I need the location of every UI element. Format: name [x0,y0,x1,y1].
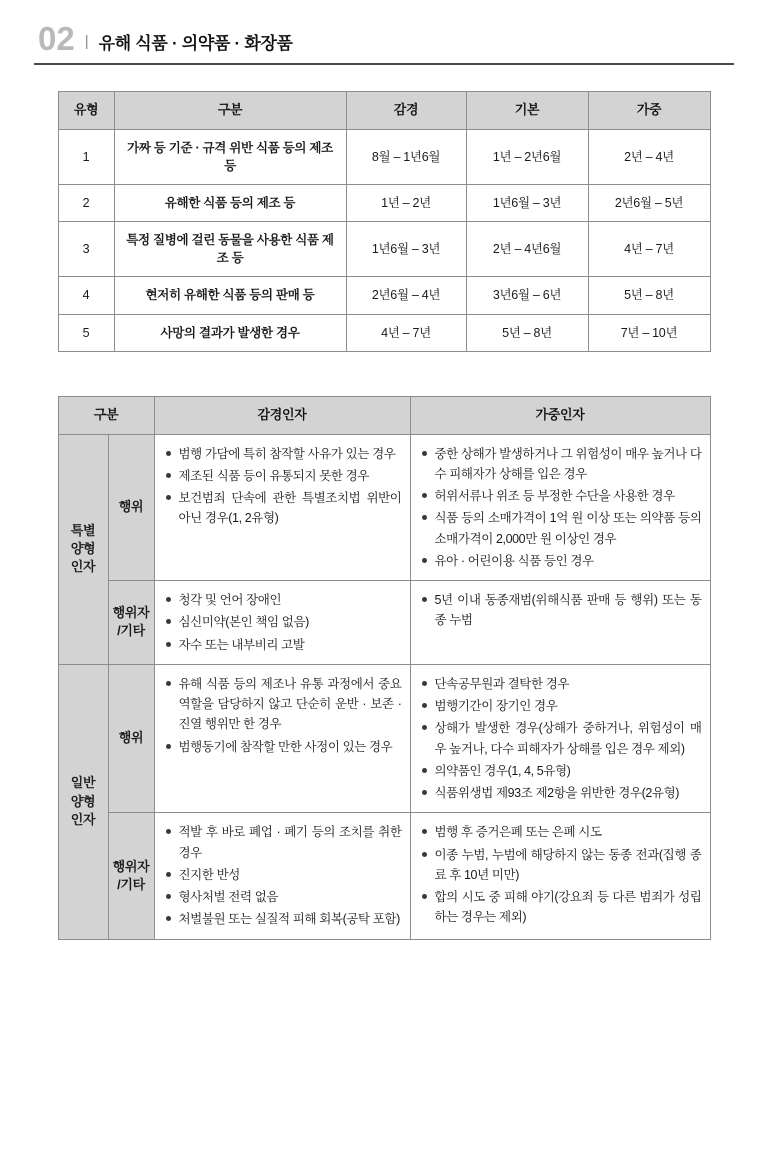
col-header-aggravating: 가중인자 [410,396,710,434]
cell-gamgyeong: 8월 – 1년6월 [346,129,466,184]
subgroup-label-line: 행위자 [112,858,150,874]
col-header-gubun: 구분 [58,396,154,434]
list-item: 허위서류나 위조 등 부정한 수단을 사용한 경우 [421,486,702,506]
cell-type: 3 [58,222,114,277]
list-item: 중한 상해가 발생하거나 그 위험성이 매우 높거나 다수 피해자가 상해를 입은 경우 [421,444,702,485]
table-row [58,813,710,939]
cell-gibon: 5년 – 8년 [466,314,588,351]
table-row [58,434,710,581]
list-item: 5년 이내 동종재범(위해식품 판매 등 행위) 또는 동종 누범 [421,590,702,631]
page-title: 유해 식품 · 의약품 · 화장품 [98,34,293,53]
cell-gajung: 4년 – 7년 [588,222,710,277]
subgroup-label-line: 행위자 [112,605,150,621]
cell-aggravating-factors [410,581,710,665]
list-item: 제조된 식품 등이 유통되지 못한 경우 [165,466,402,486]
list-item: 의약품인 경우(1, 4, 5유형) [421,761,702,781]
cell-gubun: 가짜 등 기준 · 규격 위반 식품 등의 제조 등 [114,129,346,184]
group-label-line: 특별 [70,522,96,538]
cell-gamgyeong: 2년6월 – 4년 [346,277,466,314]
col-header-gibon: 기본 [466,92,588,130]
group-label-line: 양형 [70,541,96,557]
list-item: 진지한 반성 [165,865,402,885]
factor-list [165,822,402,929]
cell-mitigating-factors [154,581,410,665]
table-row [58,129,710,184]
section-number: 02 [38,20,75,57]
sentencing-range-table [58,91,711,352]
page-header [34,22,734,65]
factor-list [165,674,402,757]
group-label-line: 인자 [70,559,96,575]
cell-aggravating-factors [410,664,710,813]
list-item: 적발 후 바로 폐업 · 폐기 등의 조치를 취한 경우 [165,822,402,863]
sentencing-factors-table [58,396,711,940]
col-header-gubun: 구분 [114,92,346,130]
cell-type: 1 [58,129,114,184]
list-item: 유해 식품 등의 제조나 유통 과정에서 중요 역할을 담당하지 않고 단순히 운반 · 보존 · 진열 행위만 한 경우 [165,674,402,735]
subgroup-label-act [108,664,154,813]
list-item: 청각 및 언어 장애인 [165,590,402,610]
table-row [58,581,710,665]
table-row [58,664,710,813]
list-item: 심신미약(본인 책임 없음) [165,612,402,632]
cell-gamgyeong: 4년 – 7년 [346,314,466,351]
table-row [58,314,710,351]
header-divider: | [84,33,89,50]
group-label-line: 양형 [70,793,96,809]
cell-aggravating-factors [410,434,710,581]
list-item: 보건범죄 단속에 관한 특별조치법 위반이 아닌 경우(1, 2유형) [165,488,402,529]
list-item: 자수 또는 내부비리 고발 [165,635,402,655]
list-item: 처벌불원 또는 실질적 피해 회복(공탁 포함) [165,909,402,929]
cell-gajung: 5년 – 8년 [588,277,710,314]
factor-list [165,590,402,655]
table-header-row [58,396,710,434]
cell-gamgyeong: 1년6월 – 3년 [346,222,466,277]
col-header-gamgyeong: 감경 [346,92,466,130]
cell-gajung: 2년6월 – 5년 [588,185,710,222]
group-label-general [58,664,108,939]
cell-gibon: 2년 – 4년6월 [466,222,588,277]
factor-list [421,444,702,572]
cell-type: 4 [58,277,114,314]
cell-mitigating-factors [154,434,410,581]
subgroup-label-line: 행위 [118,730,144,746]
list-item: 상해가 발생한 경우(상해가 중하거나, 위험성이 매우 높거나, 다수 피해자가 상해를 입은 경우 제외) [421,718,702,759]
cell-gajung: 2년 – 4년 [588,129,710,184]
subgroup-label-actor-other [108,813,154,939]
cell-type: 5 [58,314,114,351]
cell-gajung: 7년 – 10년 [588,314,710,351]
cell-mitigating-factors [154,664,410,813]
subgroup-label-act [108,434,154,581]
table-header-row [58,92,710,130]
subgroup-label-line: 행위 [118,499,144,515]
list-item: 식품위생법 제93조 제2항을 위반한 경우(2유형) [421,783,702,803]
cell-gibon: 1년6월 – 3년 [466,185,588,222]
list-item: 단속공무원과 결탁한 경우 [421,674,702,694]
cell-mitigating-factors [154,813,410,939]
cell-gamgyeong: 1년 – 2년 [346,185,466,222]
subgroup-label-line: /기타 [117,876,145,892]
col-header-gajung: 가중 [588,92,710,130]
cell-gubun: 특정 질병에 걸린 동물을 사용한 식품 제조 등 [114,222,346,277]
table-row [58,185,710,222]
group-label-line: 일반 [70,775,96,791]
list-item: 범행 후 증거은폐 또는 은폐 시도 [421,822,702,842]
cell-gibon: 3년6월 – 6년 [466,277,588,314]
col-header-type: 유형 [58,92,114,130]
list-item: 범행기간이 장기인 경우 [421,696,702,716]
list-item: 범행 가담에 특히 참작할 사유가 있는 경우 [165,444,402,464]
cell-gubun: 현저히 유해한 식품 등의 판매 등 [114,277,346,314]
list-item: 합의 시도 중 피해 야기(강요죄 등 다른 범죄가 성립하는 경우는 제외) [421,887,702,928]
cell-type: 2 [58,185,114,222]
list-item: 이종 누범, 누범에 해당하지 않는 동종 전과(집행 종료 후 10년 미만) [421,845,702,886]
factor-list [421,590,702,631]
cell-gubun: 사망의 결과가 발생한 경우 [114,314,346,351]
factor-list [421,822,702,927]
table-row [58,222,710,277]
list-item: 식품 등의 소매가격이 1억 원 이상 또는 의약품 등의 소매가격이 2,000만 원 이상인 경우 [421,508,702,549]
cell-gubun: 유해한 식품 등의 제조 등 [114,185,346,222]
list-item: 범행동기에 참작할 만한 사정이 있는 경우 [165,737,402,757]
col-header-mitigating: 감경인자 [154,396,410,434]
group-label-special [58,434,108,664]
subgroup-label-line: /기타 [117,623,145,639]
list-item: 형사처벌 전력 없음 [165,887,402,907]
table-row [58,277,710,314]
factor-list [165,444,402,529]
factor-list [421,674,702,804]
subgroup-label-actor-other [108,581,154,665]
list-item: 유아 · 어린이용 식품 등인 경우 [421,551,702,571]
group-label-line: 인자 [70,811,96,827]
cell-gibon: 1년 – 2년6월 [466,129,588,184]
cell-aggravating-factors [410,813,710,939]
